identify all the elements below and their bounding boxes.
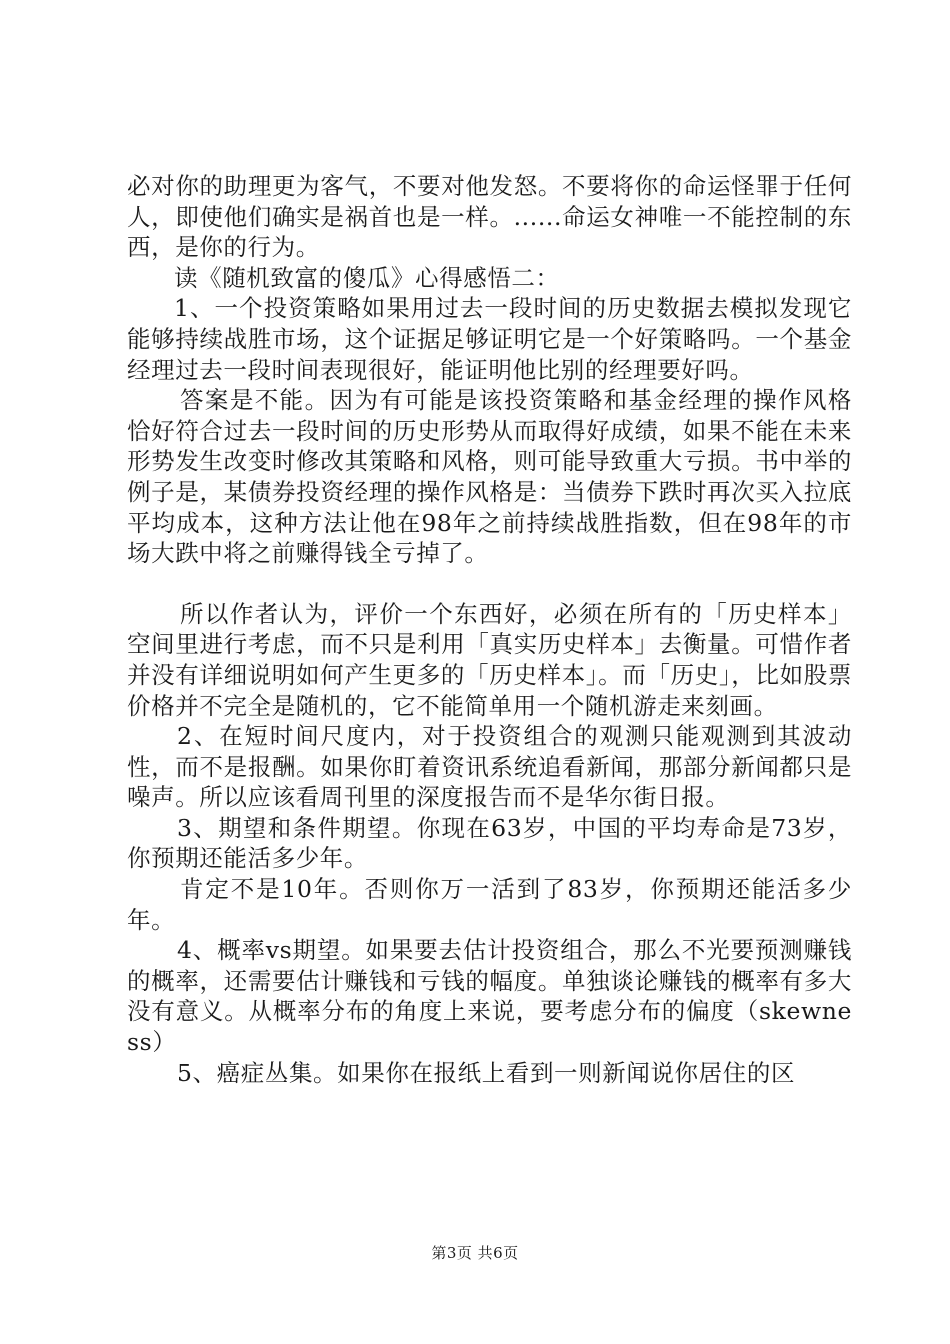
- section-heading: 读《随机致富的傻瓜》心得感悟二：: [174, 263, 560, 292]
- paragraph-point-3: 3、期望和条件期望。你现在63岁，中国的平均寿命是73岁，你预期还能活多少年。: [127, 813, 852, 873]
- page-footer: 第3页 共6页: [431, 1244, 519, 1262]
- document-body: [127, 171, 852, 1088]
- paragraph-answer: 答案是不能。因为有可能是该投资策略和基金经理的操作风格恰好符合过去一段时间的历史形势从而取得好成绩，如果不能在未来形势发生改变时修改其策略和风格，则可能导致重大亏损。书中举的例子是，某债券投资经理的操作风格是：当债券下跌时再次买入拉底平均成本，这种方法让他在98年之前持续战胜指数，但在98年的市场大跌中将之前赚得钱全亏掉了。: [127, 386, 852, 568]
- paragraph-point-2: 2、在短时间尺度内，对于投资组合的观测只能观测到其波动性，而不是报酬。如果你盯着资讯系统追看新闻，那部分新闻都只是噪声。所以应该看周刊里的深度报告而不是华尔街日报。: [127, 722, 852, 812]
- paragraph-point-4: 4、概率vs期望。如果要去估计投资组合，那么不光要预测赚钱的概率，还需要估计赚钱和亏钱的幅度。单独谈论赚钱的概率有多大没有意义。从概率分布的角度上来说，要考虑分布的偏度（skewness）: [127, 936, 852, 1057]
- paragraph-continued: 必对你的助理更为客气，不要对他发怒。不要将你的命运怪罪于任何人，即使他们确实是祸首也是一样。......命运女神唯一不能控制的东西，是你的行为。: [127, 172, 852, 262]
- paragraph-point-1: 1、一个投资策略如果用过去一段时间的历史数据去模拟发现它能够持续战胜市场，这个证据足够证明它是一个好策略吗。一个基金经理过去一段时间表现很好，能证明他比别的经理要好吗。: [127, 294, 852, 384]
- paragraph-author-view: 所以作者认为，评价一个东西好，必须在所有的「历史样本」空间里进行考虑，而不只是利用「真实历史样本」去衡量。可惜作者并没有详细说明如何产生更多的「历史样本」。而「历史」，比如股票价格并不完全是随机的，它不能简单用一个随机游走来刻画。: [127, 599, 852, 720]
- paragraph-point-3-followup: 肯定不是10年。否则你万一活到了83岁，你预期还能活多少年。: [127, 875, 852, 934]
- paragraph-point-5: 5、癌症丛集。如果你在报纸上看到一则新闻说你居住的区: [177, 1058, 796, 1087]
